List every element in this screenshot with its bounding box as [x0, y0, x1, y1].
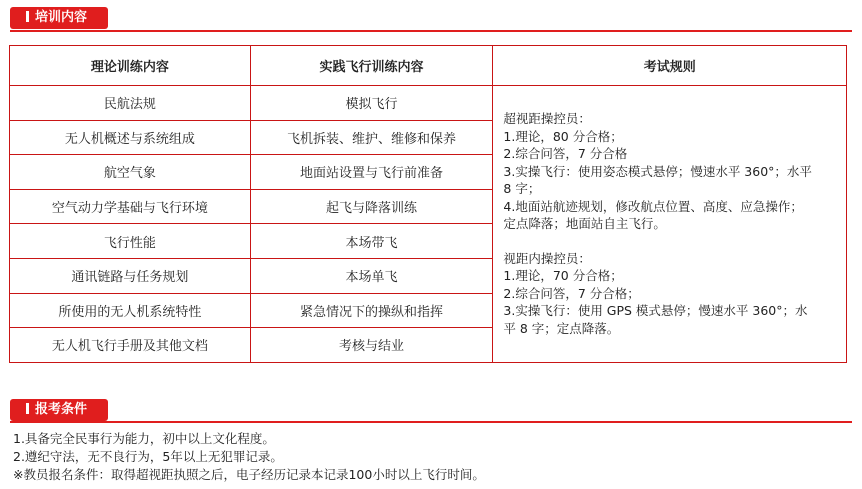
vlos-rule: 平 8 字；定点降落。 [503, 320, 620, 336]
section-tag-training [10, 7, 108, 29]
vlos-title: 视距内操控员： [503, 250, 591, 266]
section-title-training: 培训内容 [35, 10, 88, 25]
training-content-table [9, 45, 847, 363]
practice-cell: 本场带飞 [250, 224, 493, 259]
bvlos-rule: 4.地面站航迹规划，修改航点位置、高度、应急操作； [503, 198, 803, 214]
header-theory: 理论训练内容 [10, 46, 251, 86]
requirements-list [13, 430, 485, 484]
tag-mark-icon [26, 11, 29, 22]
section-divider-exam [10, 421, 852, 423]
theory-cell: 通讯链路与任务规划 [10, 258, 251, 293]
bvlos-rule: 定点降落；地面站自主飞行。 [503, 216, 666, 232]
theory-cell: 无人机飞行手册及其他文档 [10, 328, 251, 363]
practice-cell: 飞机拆装、维护、维修和保养 [250, 120, 493, 155]
requirement-item: 1.具备完全民事行为能力，初中以上文化程度。 [13, 431, 275, 446]
practice-cell: 紧急情况下的操纵和指挥 [250, 293, 493, 328]
practice-cell: 模拟飞行 [250, 86, 493, 121]
theory-cell: 飞行性能 [10, 224, 251, 259]
theory-cell: 所使用的无人机系统特性 [10, 293, 251, 328]
section-divider-training [10, 30, 852, 32]
practice-cell: 地面站设置与飞行前准备 [250, 155, 493, 190]
bvlos-title: 超视距操控员： [503, 111, 591, 127]
practice-cell: 本场单飞 [250, 258, 493, 293]
header-practice: 实践飞行训练内容 [250, 46, 493, 86]
practice-cell: 考核与结业 [250, 328, 493, 363]
section-tag-exam-requirements [10, 399, 108, 421]
theory-cell: 民航法规 [10, 86, 251, 121]
theory-cell: 航空气象 [10, 155, 251, 190]
practice-cell: 起飞与降落训练 [250, 189, 493, 224]
tag-mark-icon [26, 403, 29, 414]
bvlos-rule: 3.实操飞行：使用姿态模式悬停；慢速水平 360°；水平 [503, 163, 812, 179]
theory-cell: 无人机概述与系统组成 [10, 120, 251, 155]
rules-spacer [503, 233, 836, 250]
section-title-exam: 报考条件 [35, 402, 88, 417]
vlos-rule: 3.实操飞行：使用 GPS 模式悬停；慢速水平 360°；水 [503, 303, 808, 319]
bvlos-rule: 8 字； [503, 181, 541, 197]
theory-cell: 空气动力学基础与飞行环境 [10, 189, 251, 224]
table-header-row [10, 46, 847, 86]
vlos-rule: 1.理论，70 分合格； [503, 268, 623, 284]
vlos-rule: 2.综合问答，7 分合格； [503, 285, 640, 301]
exam-rules-cell [493, 86, 847, 363]
bvlos-rule: 2.综合问答，7 分合格 [503, 146, 628, 162]
requirement-item: 2.遵纪守法，无不良行为，5年以上无犯罪记录。 [13, 449, 283, 464]
table-row [10, 86, 847, 121]
header-exam-rules: 考试规则 [493, 46, 847, 86]
bvlos-rule: 1.理论，80 分合格； [503, 128, 623, 144]
requirement-item: ※教员报名条件：取得超视距执照之后，电子经历记录本记录100小时以上飞行时间。 [13, 467, 485, 482]
